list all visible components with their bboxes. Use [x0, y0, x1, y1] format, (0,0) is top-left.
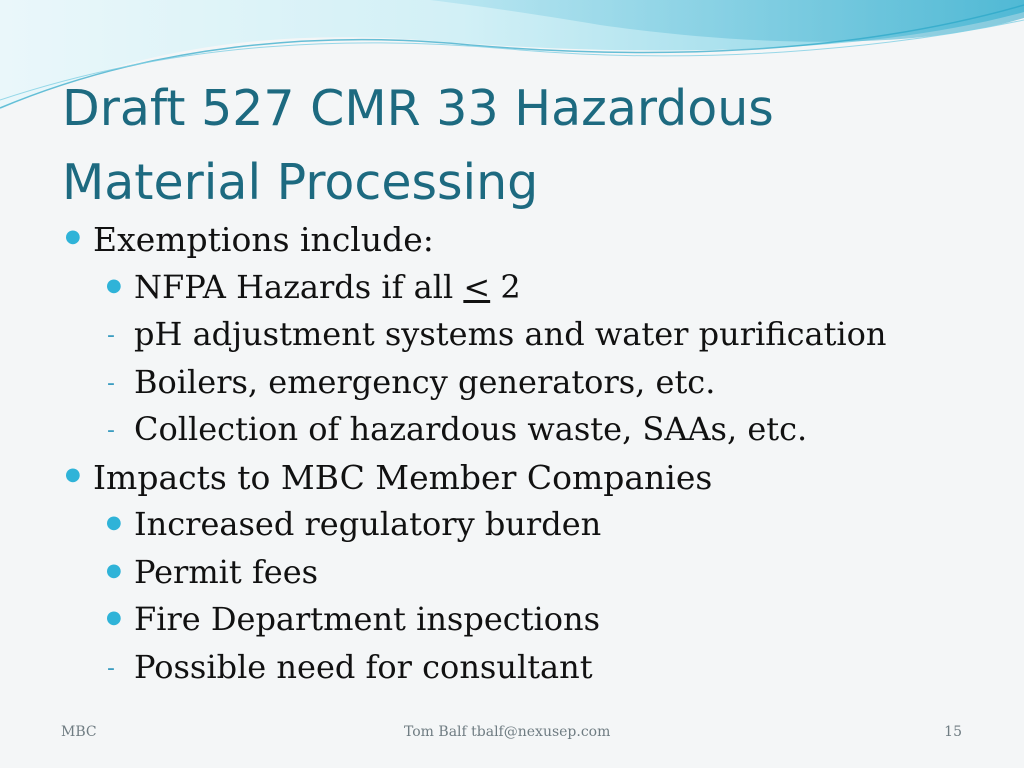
sub-bullet-item — [62, 596, 1002, 644]
bullet-icon: ● — [106, 512, 122, 533]
bullet-icon: ● — [106, 274, 122, 296]
sub-bullet-item — [62, 311, 1002, 359]
bullet-text: pH adjustment systems and water purification — [134, 315, 887, 353]
bullet-icon: ● — [65, 226, 81, 247]
footer-author: Tom Balf tbalf@nexusep.com — [404, 724, 611, 740]
dash-icon: - — [107, 655, 115, 681]
sub-bullet-item — [62, 501, 1002, 549]
title-line-1: Draft 527 CMR 33 Hazardous — [62, 80, 774, 137]
sub-bullet-item — [62, 406, 1002, 454]
bullet-item — [62, 216, 1002, 264]
bullet-icon: ● — [65, 463, 81, 485]
bullet-text: Boilers, emergency generators, etc. — [134, 362, 716, 401]
bullet-text: Fire Department inspections — [134, 600, 601, 638]
dash-icon: - — [107, 370, 115, 396]
bullet-text-prefix: NFPA Hazards if all — [134, 267, 464, 306]
bullet-text: Possible need for consultant — [134, 647, 593, 686]
sub-bullet-item — [62, 644, 1002, 692]
bullet-list — [62, 216, 1002, 691]
sub-bullet-item — [62, 359, 1002, 407]
footer-left: MBC — [61, 724, 97, 740]
dash-icon: - — [107, 323, 115, 348]
slide-number: 15 — [944, 724, 962, 740]
bullet-item — [62, 454, 1002, 502]
dash-icon: - — [107, 418, 115, 443]
bullet-icon: ● — [106, 607, 122, 628]
bullet-text: Collection of hazardous waste, SAAs, etc. — [134, 410, 808, 448]
title-line-2: Material Processing — [62, 154, 539, 211]
bullet-text: Impacts to MBC Member Companies — [93, 457, 713, 497]
slide-title — [62, 72, 962, 220]
bullet-text: Exemptions include: — [93, 220, 434, 259]
sub-bullet-item — [62, 264, 1002, 312]
bullet-text: Permit fees — [134, 552, 319, 591]
less-than-or-equal-symbol: < — [463, 267, 491, 306]
bullet-text-suffix: 2 — [490, 267, 521, 306]
bullet-icon: ● — [106, 559, 122, 581]
bullet-text: Increased regulatory burden — [134, 505, 602, 543]
sub-bullet-item — [62, 549, 1002, 597]
